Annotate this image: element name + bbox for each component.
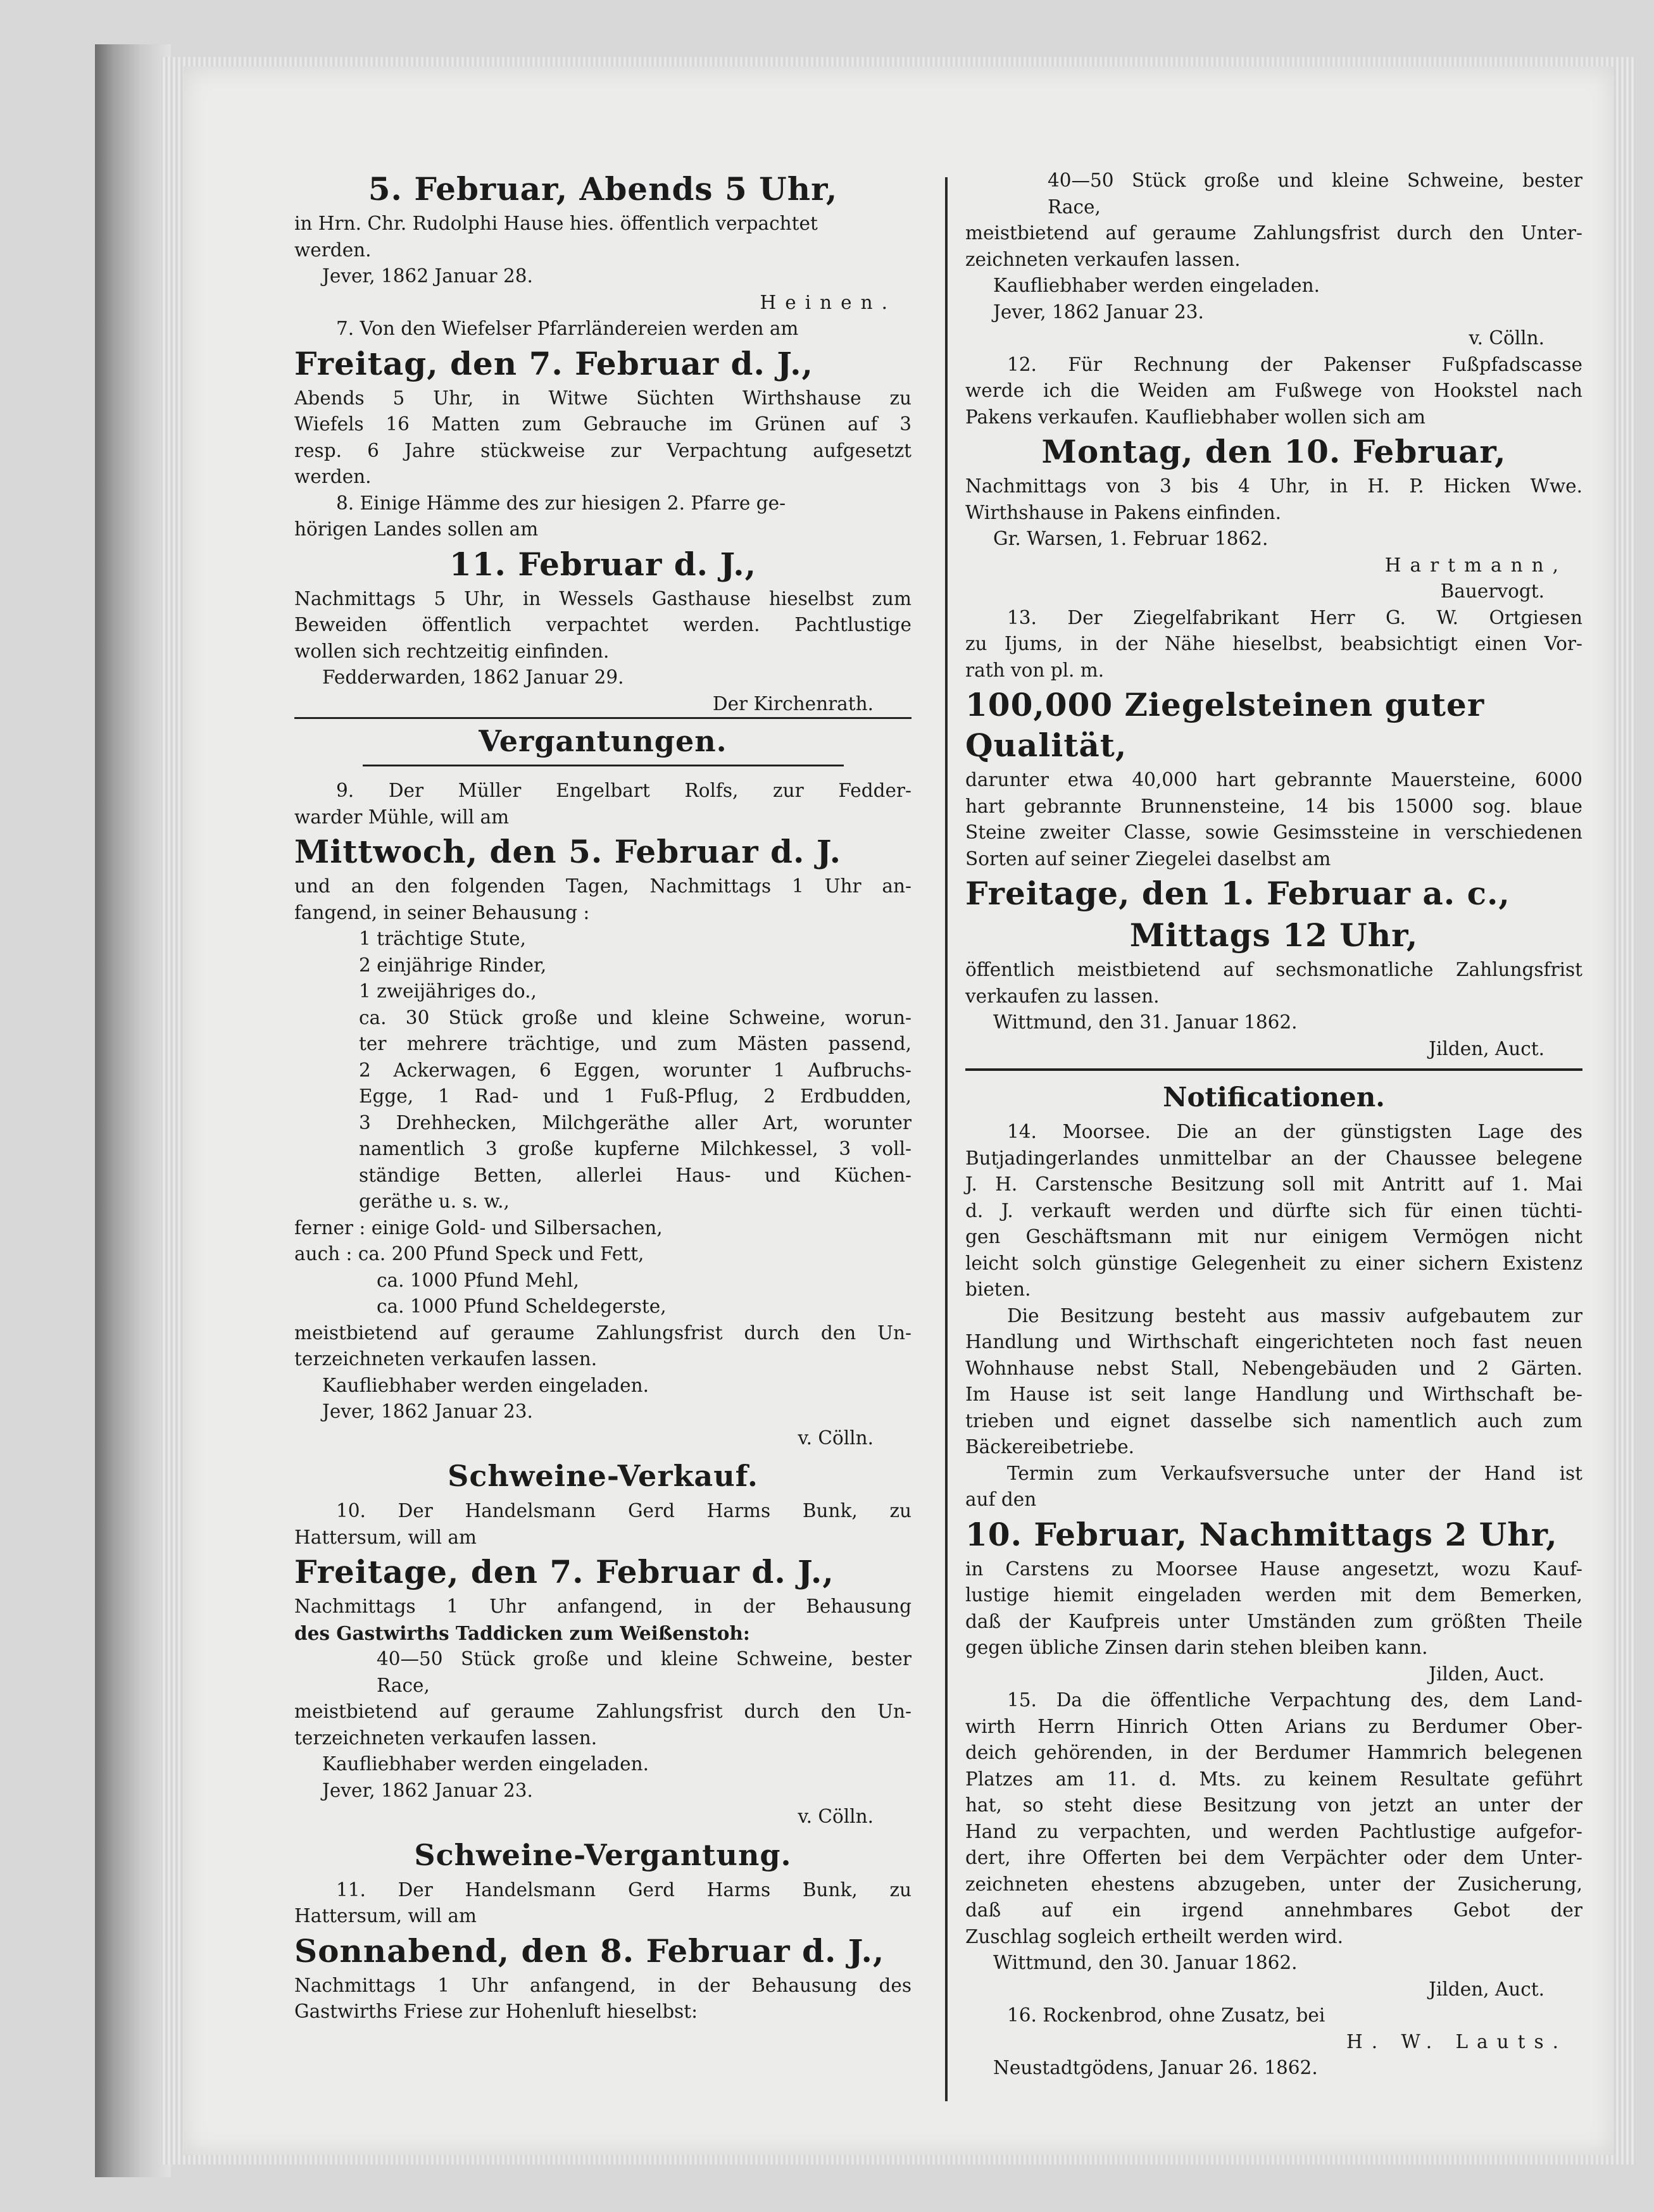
- notice-14-line: in Carstens zu Moorsee Hause angesetzt, wozu Kauf-: [965, 1558, 1582, 1580]
- section-heading-schweine-vergantung: Schweine-Vergantung.: [414, 1837, 792, 1872]
- notice-15-date: Wittmund, den 30. Januar 1862.: [993, 1952, 1298, 1973]
- notice-7-line: Abends 5 Uhr, in Witwe Süchten Wirthshause zu: [294, 387, 912, 409]
- notice-13-date-heading: Freitage, den 1. Februar a. c.,: [965, 875, 1510, 912]
- notice-15-line: deich gehörenden, in der Berdumer Hammrich belegenen: [965, 1742, 1582, 1763]
- notice-13-line: Sorten auf seiner Ziegelei daselbst am: [965, 847, 1331, 870]
- notice-10-line: des Gastwirths Taddicken zum Weißenstoh:: [294, 1622, 750, 1644]
- notice-15-line: Platzes am 11. d. Mts. zu keinem Resultate geführt: [965, 1768, 1582, 1790]
- notice-9-item: namentlich 3 große kupferne Milchkessel, 3 voll-: [359, 1138, 912, 1159]
- notice-12-line: Nachmittags von 3 bis 4 Uhr, in H. P. Hicken Wwe.: [965, 475, 1582, 497]
- notice-12-date-heading: Montag, den 10. Februar,: [1041, 433, 1507, 470]
- notice-11-date: Jever, 1862 Januar 23.: [993, 301, 1204, 323]
- notice-13-goods-heading: 100,000 Ziegelsteinen guter Qualität,: [965, 686, 1485, 764]
- notice-9-item: 3 Drehhecken, Milchgeräthe aller Art, worunter: [359, 1111, 912, 1134]
- notice-14-line: Wohnhause nebst Stall, Nebengebäuden und 2 Gärten.: [965, 1357, 1582, 1379]
- notice-10-date-heading: Freitage, den 7. Februar d. J.,: [294, 1553, 834, 1590]
- notice-11-signature: v. Cölln.: [1469, 327, 1544, 349]
- notice-10-line: Kaufliebhaber werden eingeladen.: [322, 1753, 649, 1775]
- notice-9-line: ferner : einige Gold- und Silbersachen,: [294, 1216, 663, 1239]
- notice-10-line: Nachmittags 1 Uhr anfangend, in der Behausung: [294, 1596, 912, 1617]
- notice-11-line: Nachmittags 1 Uhr anfangend, in der Behausung des: [294, 1974, 912, 1996]
- notice-9-item: ter mehrere trächtige, und zum Mästen passend,: [359, 1033, 912, 1054]
- notice-12-line: werde ich die Weiden am Fußwege von Hookstel nach: [965, 380, 1582, 401]
- notice-13-signature: Jilden, Auct.: [1429, 1037, 1544, 1059]
- notice-10-item: 40—50 Stück große und kleine Schweine, bester: [377, 1648, 912, 1670]
- notice-11-item: Race,: [1048, 196, 1101, 218]
- notice-9-item: 2 einjährige Rinder,: [359, 954, 547, 976]
- notice-9-line: Kaufliebhaber werden eingeladen.: [322, 1374, 649, 1396]
- notice-14-line: Butjadingerlandes unmittelbar an der Chaussee belegene: [965, 1147, 1582, 1169]
- notice-13-line: 13. Der Ziegelfabrikant Herr G. W. Ortgiesen: [1007, 606, 1582, 628]
- right-column: [965, 168, 1582, 2082]
- notice-14-line: 14. Moorsee. Die an der günstigsten Lage des: [1007, 1121, 1582, 1142]
- notice-11-line: 11. Der Handelsmann Gerd Harms Bunk, zu: [336, 1878, 912, 1901]
- notice-5-signature: Heinen.: [760, 291, 896, 313]
- notice-13-line: öffentlich meistbietend auf sechsmonatliche Zahlungsfrist: [965, 959, 1582, 980]
- newspaper-page: [184, 66, 1614, 2155]
- notice-15-line: 15. Da die öffentliche Verpachtung des, dem Land-: [1007, 1689, 1582, 1711]
- notice-9-item: ständige Betten, allerlei Haus- und Küchen-: [359, 1164, 912, 1186]
- notice-9-signature: v. Cölln.: [798, 1427, 874, 1449]
- notice-14-line: d. J. verkauft werden und dürfte sich für einen tüchti-: [965, 1199, 1582, 1222]
- notice-15-line: wirth Herrn Hinrich Otten Arians zu Berdumer Ober-: [965, 1715, 1582, 1737]
- notice-14-line: Handlung und Wirthschaft eingerichteten noch fast neuen: [965, 1331, 1582, 1353]
- notice-9-item: ca. 1000 Pfund Scheldegerste,: [377, 1296, 667, 1317]
- notice-9-item: ca. 1000 Pfund Mehl,: [377, 1269, 579, 1291]
- notice-5-line: werden.: [294, 239, 372, 261]
- notice-9-date-heading: Mittwoch, den 5. Februar d. J.: [294, 833, 842, 870]
- notice-7-line: resp. 6 Jahre stückweise zur Verpachtung aufgesetzt: [294, 439, 912, 461]
- notice-13-line: zu Ijums, in der Nähe hieselbst, beabsichtigt einen Vor-: [965, 633, 1582, 654]
- notice-16-signature: H. W. Lauts.: [1346, 2030, 1567, 2053]
- notice-5-heading: 5. Februar, Abends 5 Uhr,: [368, 170, 838, 208]
- notice-12-signature: Hartmann,: [1384, 554, 1567, 576]
- notice-7-line: 7. Von den Wiefelser Pfarrländereien werden am: [336, 318, 799, 339]
- notice-9-line: auch : ca. 200 Pfund Speck und Fett,: [294, 1243, 644, 1265]
- notice-13-line: hart gebrannte Brunnensteine, 14 bis 15000 sog. blaue: [965, 795, 1582, 817]
- notice-8-signature: Der Kirchenrath.: [294, 691, 912, 720]
- section-heading-notificationen: Notificationen.: [1163, 1082, 1385, 1113]
- notice-15-line: dert, ihre Offerten bei dem Verpächter oder dem Unter-: [965, 1847, 1582, 1868]
- section-heading-vergantungen: Vergantungen.: [479, 724, 727, 758]
- notice-15-line: hat, so steht diese Besitzung von jetzt an unter der: [965, 1794, 1582, 1816]
- notice-12-date: Gr. Warsen, 1. Februar 1862.: [993, 528, 1269, 549]
- notice-14-line: gen Geschäftsmann mit nur einigem Vermögen nicht: [965, 1226, 1582, 1247]
- notice-9-item: geräthe u. s. w.,: [359, 1190, 510, 1212]
- notice-12-line: Wirthshause in Pakens einfinden.: [965, 501, 1281, 523]
- notice-9-item: 2 Ackerwagen, 6 Eggen, worunter 1 Aufbruchs-: [359, 1059, 912, 1081]
- notice-15-line: daß auf ein irgend annehmbares Gebot der: [965, 1899, 1582, 1921]
- notice-16-line: 16. Rockenbrod, ohne Zusatz, bei: [1007, 2004, 1325, 2026]
- notice-11-line: Gastwirths Friese zur Hohenluft hieselbst:: [294, 2001, 698, 2022]
- notice-13-line: Steine zweiter Classe, sowie Gesimssteine in verschiedenen: [965, 822, 1582, 843]
- notice-14-line: trieben und eignet dasselbe sich namentlich auch zum: [965, 1409, 1582, 1432]
- notice-5-date: Jever, 1862 Januar 28.: [322, 265, 533, 287]
- notice-9-line: warder Mühle, will am: [294, 806, 510, 828]
- notice-9-line: fangend, in seiner Behausung :: [294, 901, 590, 923]
- notice-11-line: Kaufliebhaber werden eingeladen.: [993, 275, 1320, 296]
- notice-7-line: werden.: [294, 466, 372, 487]
- notice-13-time-heading: Mittags 12 Uhr,: [1129, 916, 1419, 954]
- notice-9-date: Jever, 1862 Januar 23.: [322, 1401, 533, 1422]
- notice-10-item: Race,: [377, 1674, 430, 1696]
- notice-9-item: ca. 30 Stück große und kleine Schweine, worun-: [359, 1006, 912, 1028]
- notice-9-item: Egge, 1 Rad- und 1 Fuß-Pflug, 2 Erdbudden,: [359, 1085, 912, 1107]
- notice-8-date-heading: 11. Februar d. J.,: [449, 545, 757, 583]
- notice-15-line: Zuschlag sogleich ertheilt werden wird.: [965, 1925, 1344, 1947]
- notice-13-date: Wittmund, den 31. Januar 1862.: [993, 1011, 1298, 1033]
- notice-11-date-heading: Sonnabend, den 8. Februar d. J.,: [294, 1932, 885, 1970]
- notice-14-line: auf den: [965, 1489, 1037, 1510]
- notice-11-line: Hattersum, will am: [294, 1905, 477, 1927]
- notice-11-line: zeichneten verkaufen lassen.: [965, 248, 1241, 270]
- notice-8-line: wollen sich rechtzeitig einfinden.: [294, 640, 610, 662]
- notice-14-line: daß der Kaufpreis unter Umständen zum größten Theile: [965, 1610, 1582, 1632]
- notice-12-line: 12. Für Rechnung der Pakenser Fußpfadscasse: [1007, 353, 1582, 375]
- notice-10-line: 10. Der Handelsmann Gerd Harms Bunk, zu: [336, 1500, 912, 1522]
- notice-12-line: Pakens verkaufen. Kaufliebhaber wollen sich am: [965, 406, 1426, 428]
- notice-9-line: 9. Der Müller Engelbart Rolfs, zur Fedder-: [336, 780, 912, 801]
- notice-14-line: lustige hiemit eingeladen werden mit dem Bemerken,: [965, 1584, 1582, 1606]
- notice-8-line: Nachmittags 5 Uhr, in Wessels Gasthause hieselbst zum: [294, 587, 912, 609]
- column-divider: [945, 177, 948, 2101]
- notice-10-line: Hattersum, will am: [294, 1526, 477, 1548]
- notice-14-line: Im Hause ist seit lange Handlung und Wirthschaft be-: [965, 1384, 1582, 1405]
- notice-9-item: 1 zweijähriges do.,: [359, 980, 537, 1002]
- notice-8-line: hörigen Landes sollen am: [294, 518, 539, 540]
- book-spine-edge: [95, 44, 171, 2177]
- notice-14-line: Termin zum Verkaufsversuche unter der Hand ist: [1007, 1462, 1582, 1484]
- notice-14-line: bieten.: [965, 1278, 1031, 1300]
- notice-13-line: rath von pl. m.: [965, 659, 1105, 681]
- notice-15-signature: Jilden, Auct.: [1429, 1978, 1544, 2000]
- notice-14-line: Die Besitzung besteht aus massiv aufgebautem zur: [1007, 1304, 1582, 1327]
- notice-7-date-heading: Freitag, den 7. Februar d. J.,: [294, 344, 813, 382]
- notice-14-line: leicht solch günstige Gelegenheit zu einer sichern Existenz: [965, 1252, 1582, 1274]
- notice-15-line: zeichneten ehestens abzugeben, unter der Zusicherung,: [965, 1873, 1582, 1895]
- heading-underline: [363, 765, 844, 766]
- notice-16-date: Neustadtgödens, Januar 26. 1862.: [993, 2057, 1318, 2078]
- notice-15-line: Hand zu verpachten, und werden Pachtlustige aufgefor-: [965, 1820, 1582, 1842]
- notice-10-line: meistbietend auf geraume Zahlungsfrist durch den Un-: [294, 1701, 912, 1722]
- section-divider: [965, 1068, 1582, 1071]
- notice-14-line: Bäckereibetriebe.: [965, 1436, 1135, 1458]
- notice-14-line: gegen übliche Zinsen darin stehen bleiben kann.: [965, 1637, 1428, 1658]
- notice-8-line: Beweiden öffentlich verpachtet werden. Pachtlustige: [294, 614, 912, 635]
- notice-9-item: 1 trächtige Stute,: [359, 928, 526, 949]
- notice-14-signature: Jilden, Auct.: [1429, 1663, 1544, 1685]
- notice-12-signature-title: Bauervogt.: [1440, 580, 1544, 602]
- notice-8-date: Fedderwarden, 1862 Januar 29.: [322, 666, 624, 688]
- notice-10-line: terzeichneten verkaufen lassen.: [294, 1727, 598, 1749]
- notice-13-line: darunter etwa 40,000 hart gebrannte Mauersteine, 6000: [965, 769, 1582, 790]
- notice-9-line: und an den folgenden Tagen, Nachmittags 1 Uhr an-: [294, 875, 912, 897]
- notice-9-line: terzeichneten verkaufen lassen.: [294, 1348, 598, 1370]
- notice-8-line: 8. Einige Hämme des zur hiesigen 2. Pfarre ge-: [336, 492, 786, 514]
- notice-10-signature: v. Cölln.: [798, 1806, 874, 1827]
- notice-13-line: verkaufen zu lassen.: [965, 985, 1160, 1007]
- notice-14-date-heading: 10. Februar, Nachmittags 2 Uhr,: [965, 1515, 1558, 1553]
- section-heading-schweine-verkauf: Schweine-Verkauf.: [448, 1459, 758, 1493]
- notice-7-line: Wiefels 16 Matten zum Gebrauche im Grünen auf 3: [294, 413, 912, 435]
- notice-11-line: meistbietend auf geraume Zahlungsfrist durch den Unter-: [965, 222, 1582, 244]
- notice-14-line: J. H. Carstensche Besitzung soll mit Antritt auf 1. Mai: [965, 1173, 1582, 1195]
- notice-10-date: Jever, 1862 Januar 23.: [322, 1779, 533, 1801]
- left-column: [294, 168, 912, 2025]
- notice-11-item: 40—50 Stück große und kleine Schweine, bester: [1048, 170, 1582, 191]
- notice-5-line: in Hrn. Chr. Rudolphi Hause hies. öffentlich verpachtet: [294, 213, 818, 234]
- notice-9-line: meistbietend auf geraume Zahlungsfrist durch den Un-: [294, 1322, 912, 1344]
